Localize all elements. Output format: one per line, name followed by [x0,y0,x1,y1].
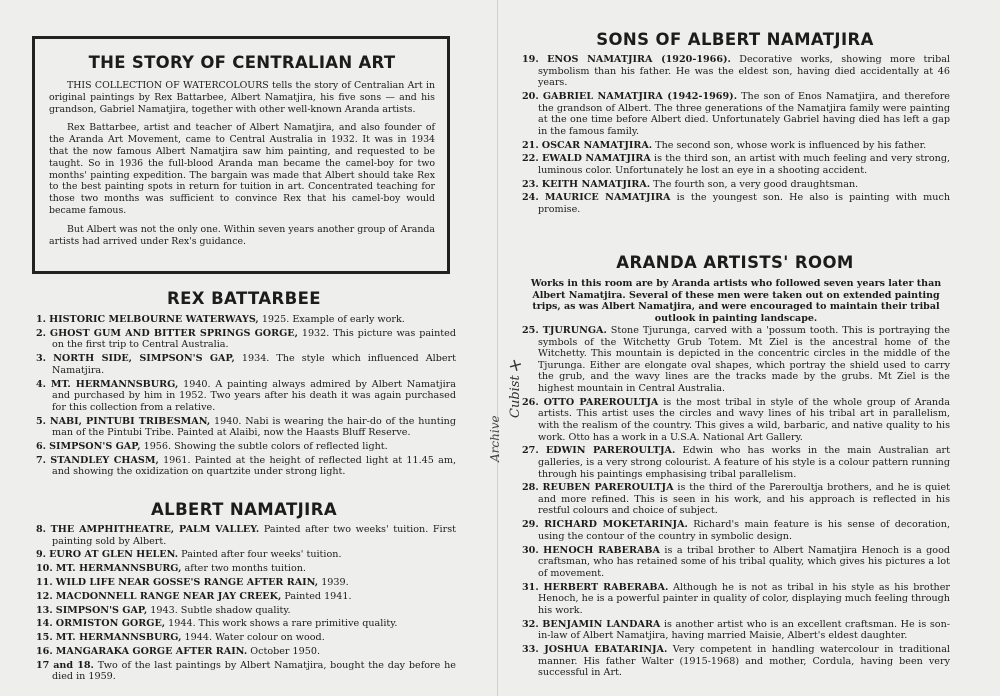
item-title: NORTH SIDE, SIMPSON'S GAP, [53,353,235,365]
item-description: is the third of the Pareroultja brothers, and he is quiet and more refined. This is seen in his work, and his approach is reflected in his restful colours and choice of subject. [538,482,950,517]
sons-list [522,54,950,218]
item-description: is another artist who is an excellent craftsman. He is son-in-law of Albert Namatjira, having married Maisie, Albert's eldest daughter. [538,618,950,642]
list-item [36,632,456,644]
item-title: EURO AT GLEN HELEN. [49,549,179,561]
item-number: 33. [522,643,539,655]
list-item [522,445,950,480]
margin-handwriting: Cubist [508,375,523,418]
story-paragraph: THIS COLLECTION OF WATERCOLOURS tells the story of Centralian Art in original paintings by Rex Battarbee, Albert Namatjira, his five sons — and his grandson, Gabriel Namatjira, together with other well-known Aranda artists. [49,80,435,115]
story-paragraph: But Albert was not the only one. Within seven years another group of Aranda artists had arrived under Rex's guidance. [49,223,435,247]
item-title: OSCAR NAMATJIRA. [541,139,653,151]
list-item [36,328,456,351]
item-description: 1944. Water colour on wood. [181,632,325,644]
item-description: 1934. The style which influenced Albert Namatjira. [52,353,456,376]
list-item [36,660,456,683]
list-item [36,524,456,547]
item-title: GHOST GUM AND BITTER SPRINGS GORGE, [49,327,298,339]
item-title: KEITH NAMATJIRA. [541,178,651,190]
item-number: 23. [522,178,539,190]
list-item [36,591,456,603]
list-item [36,416,456,439]
item-number: 19. [522,54,539,65]
margin-handwriting-2: Archive [488,415,502,462]
item-number: 15. [36,632,53,644]
albert-list [36,524,456,685]
item-title: THE AMPHITHEATRE, PALM VALLEY. [50,524,260,535]
item-description: The fourth son, a very good draughtsman. [650,178,859,190]
item-title: RICHARD MOKETARINJA. [544,519,688,531]
item-description: is the most tribal in style of the whole group of Aranda artists. This artist uses the circles and wavy lines of his tribal art in parallelism, with the realism of the country. This gives a wild, barbaric, and native quality to his work. Otto has a work in a U.S.A. National Art Gallery. [538,396,950,443]
item-number: 12. [36,590,53,602]
item-number: 25. [522,325,539,336]
item-title: MANGARAKA GORGE AFTER RAIN. [55,645,248,657]
item-title: EDWIN PAREROULTJA. [545,445,676,457]
rex-list [36,314,456,480]
item-title: MT. HERMANNSBURG, [55,563,182,575]
list-item [522,397,950,443]
item-title: GABRIEL NAMATJIRA (1942-1969). [542,90,738,102]
list-item [522,140,950,152]
item-title: MACDONNELL RANGE NEAR JAY CREEK, [55,590,282,602]
item-number: 31. [522,581,539,593]
item-description: is the youngest son. He also is painting with much promise. [538,192,950,216]
item-number: 6. [36,440,47,452]
item-title: BENJAMIN LANDARA [542,618,661,630]
item-description: 1944. This work shows a rare primitive quality. [165,618,398,630]
list-item [36,441,456,453]
list-item [522,582,950,617]
rex-section-title: REX BATTARBEE [167,289,321,308]
item-number: 13. [36,604,53,616]
item-number: 27. [522,445,539,457]
list-item [36,455,456,478]
item-number: 17 [36,659,50,671]
item-description: The son of Enos Namatjira, and therefore the grandson of Albert. The three generations of the Namatjira family were painting at the one time before Albert died. Unfortunately Gabriel having died has left a gap in the famous family. [538,90,950,137]
item-number: 20. [522,90,539,102]
item-description: Painted 1941. [281,590,352,602]
list-item [36,549,456,561]
item-title: HERBERT RABERABA. [543,581,669,593]
item-title: WILD LIFE NEAR GOSSE'S RANGE AFTER RAIN, [55,576,319,588]
list-item [522,644,950,679]
item-description: October 1950. [247,645,321,657]
item-number: 28. [522,482,539,494]
item-number: 32. [522,618,539,630]
item-number: 9. [36,549,47,561]
list-item [36,605,456,617]
item-description: Two of the last paintings by Albert Namatjira, bought the day before he died in 1959. [52,659,456,683]
list-item [36,353,456,376]
item-description: is a tribal brother to Albert Namatjira Henoch is a good craftsman, who has retained some of his tribal quality, which gives his pictures a lot of movement. [538,544,950,579]
item-title: ENOS NAMATJIRA (1920-1966). [547,54,731,65]
item-description: after two months tuition. [181,563,306,575]
item-number: 11. [36,576,53,588]
story-box [32,36,450,274]
item-number: 5. [36,415,47,427]
item-description: The second son, whose work is influenced by his father. [652,139,927,151]
list-item [36,618,456,630]
item-number: 7. [36,454,47,466]
item-number: 21. [522,139,539,151]
item-number: 3. [36,353,47,365]
list-item [522,91,950,137]
item-number: 29. [522,519,539,531]
list-item [522,325,950,395]
item-description: Stone Tjurunga, carved with a 'possum tooth. This is portraying the symbols of the Witchetty Grub Totem. Mt Ziel is the ancestral home of the Witchetty. This mountain is depicted in the concentric circles in the middle of the Tjurunga. Either are elongate oval shapes, which portray the shield used to carry the grub, and the wavy lines are the tracks made by the grubs. Mt Ziel is the highest mountain in Central Australia. [538,325,950,394]
list-item [36,563,456,575]
item-title: MT. HERMANNSBURG, [50,378,179,390]
item-description: 1939. [318,576,349,588]
item-description: 1940. Nabi is wearing the hair-do of the hunting man of the Pintubi Tribe. Painted at Alaibi, now the Haasts Bluff Reserve. [52,415,456,439]
item-title: SIMPSON'S GAP, [49,440,141,452]
list-item [522,545,950,580]
item-title: MT. HERMANNSBURG, [55,632,182,644]
item-number: 8. [36,524,47,535]
item-title: EWALD NAMATJIRA [541,153,651,165]
item-description: is the third son, an artist with much feeling and very strong, luminous color. Unfortunately he lost an eye in a shooting accident. [538,153,951,176]
item-title: STANDLEY CHASM, [50,454,159,466]
list-item [36,379,456,414]
item-description: 1943. Subtle shadow quality. [147,604,291,616]
item-number: 10. [36,563,53,575]
sons-section-title: SONS OF ALBERT NAMATJIRA [596,30,874,49]
column-divider [497,0,498,696]
item-description: 1961. Painted at the height of reflected light at 11.45 am, and showing the oxidization on quartzite under strong light. [52,454,456,478]
item-title: JOSHUA EBATARINJA. [544,643,668,655]
item-title: HISTORIC MELBOURNE WATERWAYS, [49,314,259,325]
item-description: 1956. Showing the subtle colors of reflected light. [140,440,388,452]
item-title: HENOCH RABERABA [543,544,660,556]
item-description: Richard's main feature is his sense of decoration, using the contour of the country in symbolic design. [538,519,950,542]
list-item [522,519,950,542]
item-number: 2. [36,327,47,339]
list-item [36,646,456,658]
list-item [522,153,950,176]
albert-section-title: ALBERT NAMATJIRA [151,500,337,519]
item-title: OTTO PAREROULTJA [543,396,659,408]
item-title: ORMISTON GORGE, [55,618,166,630]
item-number: 22. [522,153,539,165]
list-item [522,179,950,191]
list-item [36,577,456,589]
item-number: 26. [522,396,539,408]
item-number: 1. [36,314,47,325]
aranda-intro: Works in this room are by Aranda artists who followed seven years later than Albert Namatjira. Several of these men were taken out on extended painting trips, as was Albert Namatjira, and were encouraged to maintain their tribal outlook in painting landscape. [530,278,942,324]
list-item [522,619,950,642]
item-title: and 18. [53,659,94,671]
item-description: Edwin who has works in the main Australian art galleries, is a very strong colourist. A feature of his style is a colour pattern running through his paintings emphasising tribal parallelism. [538,445,950,480]
item-description: Painted after two weeks' tuition. First painting sold by Albert. [52,524,456,547]
item-description: Very competent in handling watercolour in traditional manner. His father Walter (1915-1968) and mother, Cordula, having been very successful in Art. [538,643,950,679]
item-description: Painted after four weeks' tuition. [178,549,342,561]
margin-cross-mark: + [505,353,526,378]
aranda-section-title: ARANDA ARTISTS' ROOM [616,253,854,272]
item-description: 1925. Example of early work. [258,314,405,325]
item-title: MAURICE NAMATJIRA [544,192,671,204]
list-item [522,482,950,517]
item-description: 1932. This picture was painted on the first trip to Central Australia. [52,327,456,351]
story-paragraph: Rex Battarbee, artist and teacher of Albert Namatjira, and also founder of the Aranda Art Movement, came to Central Australia in 1932. It was in 1934 that the now famous Albert Namatjira saw him painting, and requested to be taught. So in 1936 the full-blood Aranda man became the camel-boy for two months' painting expedition. The bargain was made that Albert should take Rex to the best painting spots in return for tuition in art. Concentrated teaching for those two months was sufficient to convince Rex that his camel-boy would became famous. [49,122,435,216]
item-number: 30. [522,544,539,556]
item-number: 24. [522,192,539,204]
item-description: 1940. A painting always admired by Albert Namatjira and purchased by him in 1952. Two years after his death it was again purchased for this collection from a relative. [52,378,456,413]
item-number: 14. [36,618,53,630]
item-title: REUBEN PAREROULTJA [542,482,674,494]
item-title: TJURUNGA. [542,325,607,336]
item-number: 4. [36,378,47,390]
item-title: SIMPSON'S GAP, [55,604,148,616]
story-title: THE STORY OF CENTRALIAN ART [88,53,396,72]
item-title: NABI, PINTUBI TRIBESMAN, [49,415,211,427]
item-number: 16. [36,645,53,657]
list-item [522,192,950,215]
aranda-list [522,325,950,681]
list-item [522,54,950,89]
item-description: Decorative works, showing more tribal symbolism than his father. He was the eldest son, having died accidentally at 46 years. [538,54,950,89]
list-item [36,314,456,326]
item-description: Although he is not as tribal in his style as his brother Henoch, he is a powerful painter in quality of color, displaying much feeling through his work. [538,581,950,616]
